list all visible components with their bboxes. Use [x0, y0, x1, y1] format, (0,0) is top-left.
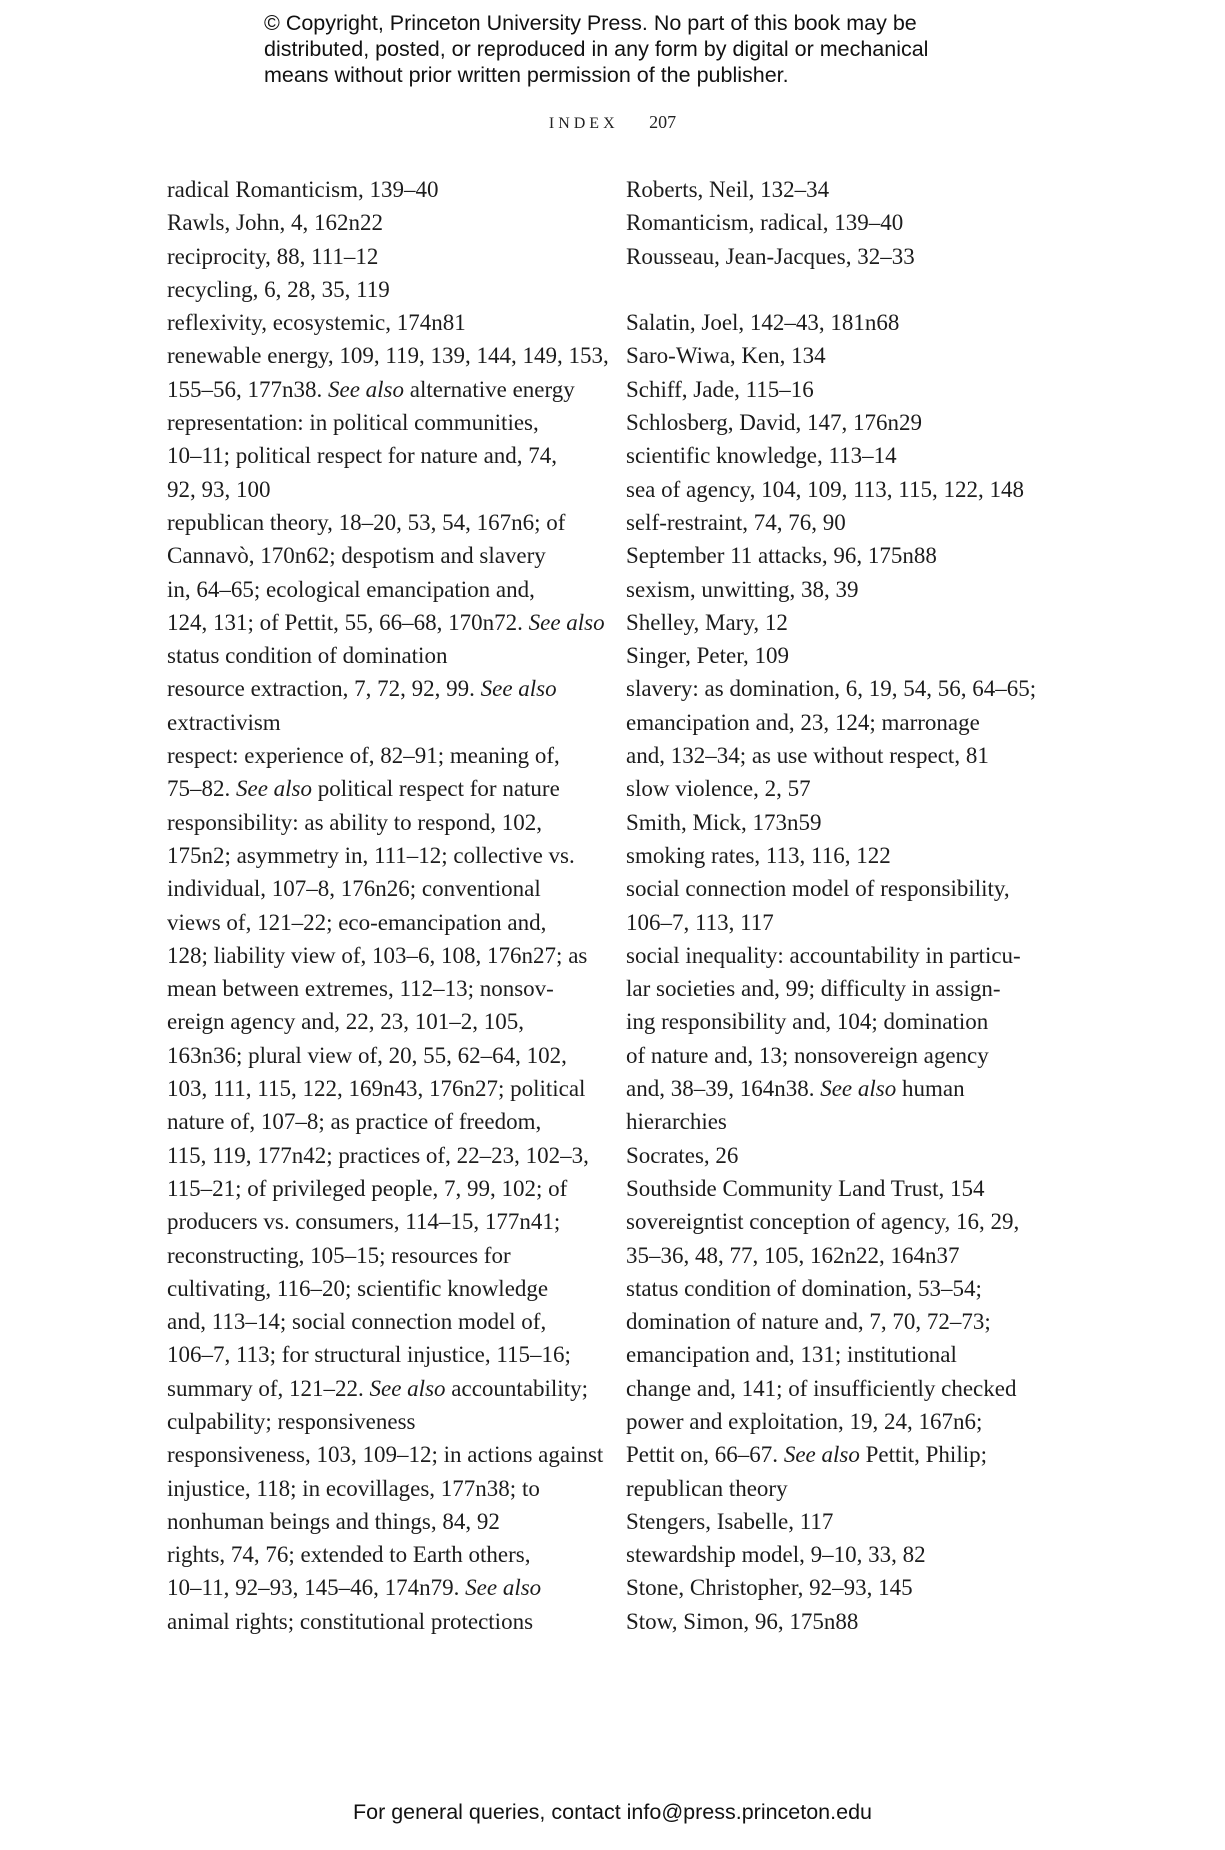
index-entry-line: Smith, Mick, 173n59	[626, 809, 822, 835]
index-entry-line: extractivism	[167, 709, 281, 735]
index-entry-line: and, 38–39, 164n38. See also human	[626, 1076, 965, 1102]
index-entry	[626, 772, 1046, 805]
index-entry	[167, 273, 587, 306]
index-entry-line: summary of, 121–22. See also accountability;	[167, 1375, 588, 1401]
index-entry-line: emancipation and, 131; institutional	[626, 1342, 957, 1368]
letter-group-gap	[626, 273, 1046, 306]
index-entry-line: 75–82. See also political respect for nature	[167, 776, 560, 802]
index-entry-line: mean between extremes, 112–13; nonsov-	[167, 976, 554, 1002]
copyright-line: distributed, posted, or reproduced in any form by digital or mechanical	[264, 37, 929, 61]
index-entry-line: 92, 93, 100	[167, 476, 271, 502]
index-entry	[167, 406, 587, 506]
index-entry-line: social inequality: accountability in particu-	[626, 942, 1021, 968]
index-entry-line: ing responsibility and, 104; domination	[626, 1009, 989, 1035]
index-entry-line: sexism, unwitting, 38, 39	[626, 576, 859, 602]
index-entry	[626, 1139, 1046, 1172]
index-entry-line: resource extraction, 7, 72, 92, 99. See also	[167, 676, 557, 702]
index-entry	[626, 439, 1046, 472]
index-entry-line: sovereigntist conception of agency, 16, 29,	[626, 1209, 1020, 1235]
index-entry-line: radical Romanticism, 139–40	[167, 177, 439, 202]
index-entry-line: change and, 141; of insufficiently checked	[626, 1375, 1017, 1401]
index-entry	[626, 606, 1046, 639]
index-entry-line: 115–21; of privileged people, 7, 99, 102; of	[167, 1175, 568, 1201]
index-entry-line: 106–7, 113; for structural injustice, 115–16;	[167, 1342, 571, 1368]
index-entry-line: status condition of domination	[167, 643, 448, 669]
index-column-right	[626, 173, 1046, 1638]
index-entry-line: hierarchies	[626, 1109, 727, 1135]
index-entry-line: recycling, 6, 28, 35, 119	[167, 276, 390, 302]
see-also-reference: See also	[783, 1442, 860, 1468]
see-also-reference: See also	[369, 1375, 446, 1401]
index-entry	[626, 1571, 1046, 1604]
index-entry-line: ereign agency and, 22, 23, 101–2, 105,	[167, 1009, 525, 1035]
running-head-label: INDEX	[548, 115, 619, 132]
index-entry-line: 103, 111, 115, 122, 169n43, 176n27; political	[167, 1076, 586, 1102]
index-entry-line: Shelley, Mary, 12	[626, 609, 788, 635]
index-entry-line: scientific knowledge, 113–14	[626, 443, 897, 469]
copyright-line: means without prior written permission of the publisher.	[264, 63, 789, 87]
index-entry-line: Romanticism, radical, 139–40	[626, 210, 904, 236]
index-entry-line: self-restraint, 74, 76, 90	[626, 509, 846, 535]
index-entry	[626, 1272, 1046, 1505]
index-entry-line: lar societies and, 99; difficulty in assign-	[626, 976, 1001, 1002]
index-entry-line: nonhuman beings and things, 84, 92	[167, 1508, 500, 1534]
index-entry	[167, 1538, 587, 1638]
index-entry-line: rights, 74, 76; extended to Earth others,	[167, 1542, 531, 1568]
index-entry	[626, 173, 1046, 206]
index-entry-line: 10–11; political respect for nature and, 74,	[167, 443, 558, 469]
index-entry	[167, 672, 587, 739]
index-entry-line: Pettit on, 66–67. See also Pettit, Philip;	[626, 1442, 987, 1468]
index-entry-line: slavery: as domination, 6, 19, 54, 56, 64–65;	[626, 676, 1037, 702]
index-entry	[626, 1505, 1046, 1538]
index-entry	[626, 206, 1046, 239]
index-entry-line: nature of, 107–8; as practice of freedom,	[167, 1109, 542, 1135]
index-entry-line: reconstructing, 105–15; resources for	[167, 1242, 511, 1268]
index-column-left	[167, 173, 609, 1638]
see-also-reference: See also	[820, 1076, 897, 1102]
index-entry	[167, 306, 587, 339]
index-entry-line: Stow, Simon, 96, 175n88	[626, 1608, 859, 1634]
index-entry-line: Southside Community Land Trust, 154	[626, 1175, 985, 1201]
index-entry-line: Stengers, Isabelle, 117	[626, 1508, 834, 1534]
index-entry-line: responsibility: as ability to respond, 102,	[167, 809, 542, 835]
index-entry-line: animal rights; constitutional protections	[167, 1608, 534, 1634]
index-entry-line: in, 64–65; ecological emancipation and,	[167, 576, 535, 602]
index-entry-line: smoking rates, 113, 116, 122	[626, 842, 891, 868]
index-entry-line: republican theory	[626, 1475, 788, 1501]
index-entry-line: cultivating, 116–20; scientific knowledge	[167, 1275, 549, 1301]
see-also-reference: See also	[528, 609, 605, 635]
index-entry-line: 163n36; plural view of, 20, 55, 62–64, 102,	[167, 1042, 567, 1068]
index-entry	[626, 473, 1046, 506]
index-entry-line: respect: experience of, 82–91; meaning of,	[167, 743, 560, 769]
page-number: 207	[649, 112, 677, 132]
index-entry-line: injustice, 118; in ecovillages, 177n38; to	[167, 1475, 540, 1501]
index-entry	[167, 173, 587, 206]
index-entry-line: representation: in political communities,	[167, 410, 539, 436]
index-entry	[167, 739, 587, 806]
index-entry	[626, 1538, 1046, 1571]
see-also-reference: See also	[480, 676, 557, 702]
copyright-notice	[264, 10, 984, 88]
index-entry	[167, 240, 587, 273]
index-entry	[626, 939, 1046, 1139]
index-entry-line: culpability; responsiveness	[167, 1408, 416, 1434]
index-entry	[626, 506, 1046, 539]
index-entry-line: 175n2; asymmetry in, 111–12; collective vs.	[167, 842, 575, 868]
index-entry-line: Cannavò, 170n62; despotism and slavery	[167, 543, 546, 569]
index-entry-line: reflexivity, ecosystemic, 174n81	[167, 310, 466, 336]
index-entry	[626, 373, 1046, 406]
index-entry-line: Rawls, John, 4, 162n22	[167, 210, 383, 236]
index-entry-line: 124, 131; of Pettit, 55, 66–68, 170n72. See also	[167, 609, 605, 635]
index-entry	[167, 339, 609, 406]
index-entry-line: responsiveness, 103, 109–12; in actions against	[167, 1442, 604, 1468]
index-entry-line: stewardship model, 9–10, 33, 82	[626, 1542, 926, 1568]
index-entry-line: domination of nature and, 7, 70, 72–73;	[626, 1309, 991, 1335]
index-entry-line: individual, 107–8, 176n26; conventional	[167, 876, 541, 902]
index-entry	[626, 539, 1046, 572]
footer-contact: For general queries, contact info@press.princeton.edu	[352, 1800, 872, 1824]
index-entry-line: Rousseau, Jean-Jacques, 32–33	[626, 243, 915, 269]
index-entry	[626, 573, 1046, 606]
index-entry-line: and, 113–14; social connection model of,	[167, 1309, 547, 1335]
index-entry-line: emancipation and, 23, 124; marronage	[626, 709, 980, 735]
index-entry-line: 128; liability view of, 103–6, 108, 176n27; as	[167, 942, 588, 968]
copyright-line: © Copyright, Princeton University Press. No part of this book may be	[264, 11, 917, 35]
index-entry	[626, 406, 1046, 439]
index-entry	[626, 1172, 1046, 1205]
index-entry	[626, 1205, 1046, 1272]
index-entry-line: Salatin, Joel, 142–43, 181n68	[626, 310, 900, 336]
index-entry	[626, 839, 1046, 872]
index-entry	[626, 306, 1046, 339]
index-entry-line: sea of agency, 104, 109, 113, 115, 122, 148	[626, 476, 1024, 502]
index-entry-line: status condition of domination, 53–54;	[626, 1275, 982, 1301]
index-entry-line: and, 132–34; as use without respect, 81	[626, 743, 989, 769]
index-entry-line: Saro-Wiwa, Ken, 134	[626, 343, 826, 369]
see-also-reference: See also	[328, 376, 405, 402]
index-entry	[626, 240, 1046, 273]
index-entry-line: republican theory, 18–20, 53, 54, 167n6; of	[167, 509, 566, 535]
index-entry-line: of nature and, 13; nonsovereign agency	[626, 1042, 989, 1068]
index-entry-line: Schlosberg, David, 147, 176n29	[626, 410, 923, 436]
index-entry-line: 115, 119, 177n42; practices of, 22–23, 102–3,	[167, 1142, 589, 1168]
running-head	[0, 112, 1225, 133]
index-entry-line: September 11 attacks, 96, 175n88	[626, 543, 937, 569]
index-entry-line: Socrates, 26	[626, 1142, 739, 1168]
index-entry	[626, 639, 1046, 672]
see-also-reference: See also	[465, 1575, 542, 1601]
index-entry	[626, 872, 1046, 939]
index-entry-line: 35–36, 48, 77, 105, 162n22, 164n37	[626, 1242, 960, 1268]
index-entry-line: producers vs. consumers, 114–15, 177n41;	[167, 1209, 561, 1235]
index-entry	[167, 806, 587, 1439]
index-entry	[167, 206, 587, 239]
see-also-reference: See also	[236, 776, 313, 802]
index-entry-line: 106–7, 113, 117	[626, 909, 774, 935]
index-entry-line: 10–11, 92–93, 145–46, 174n79. See also	[167, 1575, 542, 1601]
index-entry-line: 155–56, 177n38. See also alternative energy	[167, 376, 575, 402]
index-entry-line: Schiff, Jade, 115–16	[626, 376, 814, 402]
index-entry	[626, 339, 1046, 372]
index-entry	[626, 806, 1046, 839]
index-entry-line: Singer, Peter, 109	[626, 643, 789, 669]
index-entry-line: Stone, Christopher, 92–93, 145	[626, 1575, 913, 1601]
index-entry-line: reciprocity, 88, 111–12	[167, 243, 379, 269]
index-entry-line: Roberts, Neil, 132–34	[626, 177, 830, 202]
index-entry-line: renewable energy, 109, 119, 139, 144, 149, 153,	[167, 343, 609, 369]
index-entry-line: slow violence, 2, 57	[626, 776, 811, 802]
index-entry	[626, 1605, 1046, 1638]
index-entry-line: power and exploitation, 19, 24, 167n6;	[626, 1408, 983, 1434]
index-entry-line: social connection model of responsibility,	[626, 876, 1010, 902]
index-entry	[167, 1438, 604, 1538]
index-entry	[167, 506, 605, 672]
index-entry	[626, 672, 1046, 772]
index-entry-line: views of, 121–22; eco-emancipation and,	[167, 909, 547, 935]
